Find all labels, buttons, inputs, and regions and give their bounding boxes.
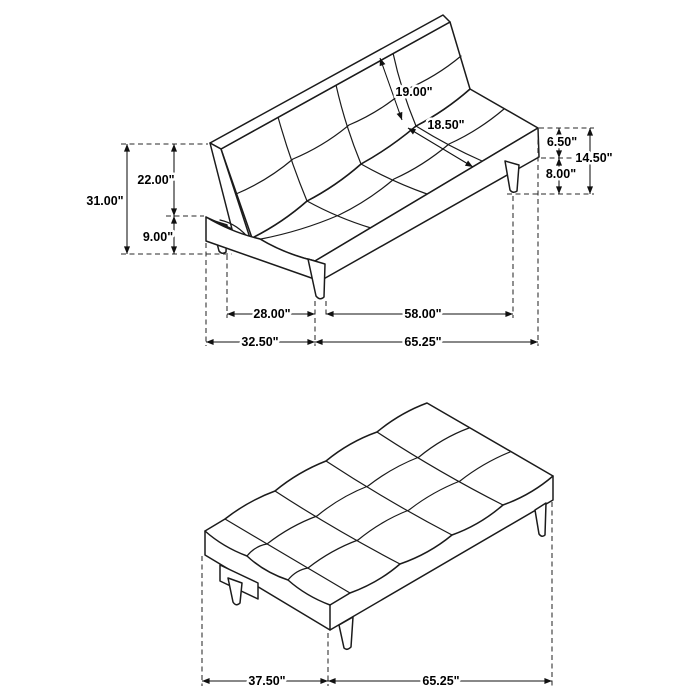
- sofa-leg-front-left: [308, 259, 325, 299]
- sofa-view: [86, 15, 612, 349]
- dim-label-overall-seat-height: 14.50": [575, 151, 613, 165]
- bed-view: [202, 403, 553, 688]
- dim-label-seat-to-floor: 9.00": [142, 230, 174, 244]
- dim-label-leg-height: 8.00": [545, 167, 577, 181]
- dim-label-bed-width: 37.50": [248, 674, 286, 688]
- sofa-leg-front-right: [505, 161, 519, 192]
- bed-leg-left: [228, 578, 242, 605]
- dim-label-back-height: 22.00": [137, 173, 175, 187]
- bed-leg-front: [339, 617, 353, 649]
- dim-label-seat-depth: 18.50": [427, 118, 465, 132]
- dim-label-leg-spacing-depth: 28.00": [253, 307, 291, 321]
- bed-drawing: [205, 403, 553, 649]
- dim-label-bed-length: 65.25": [422, 674, 460, 688]
- dim-label-overall-height: 31.00": [86, 194, 124, 208]
- dim-label-overall-depth: 32.50": [241, 335, 279, 349]
- sofa-drawing: [206, 15, 539, 299]
- dim-label-overall-length: 65.25": [404, 335, 442, 349]
- bed-leg-right: [535, 503, 546, 536]
- dim-label-seat-thickness: 6.50": [546, 135, 578, 149]
- dim-label-leg-spacing-length: 58.00": [404, 307, 442, 321]
- dim-label-backrest-length: 19.00": [395, 85, 433, 99]
